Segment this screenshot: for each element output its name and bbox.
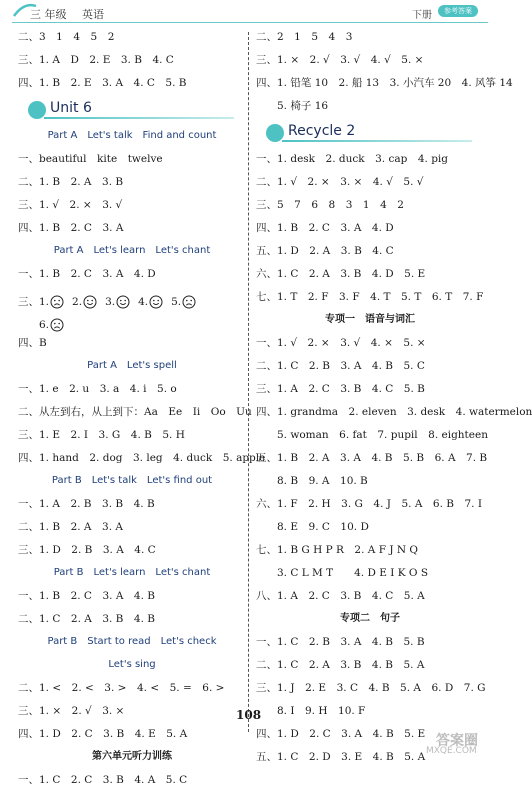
answer-line: 三、1. √ 2. × 3. √	[18, 199, 123, 211]
face-number: 5.	[171, 295, 182, 308]
unit-heading	[256, 122, 484, 152]
section-heading: 第六单元听力训练	[92, 751, 172, 762]
answer-line: 一、1. C 2. B 3. A 4. B 5. B	[256, 636, 425, 648]
answer-line: 一、1. e 2. u 3. a 4. i 5. o	[18, 383, 177, 395]
section-subheading: Part A Let's spell	[87, 360, 177, 371]
face-number: 6.	[39, 318, 50, 331]
answer-line: 六、1. C 2. A 3. B 4. D 5. E	[256, 268, 426, 280]
face-number: 2.	[72, 295, 83, 308]
answer-line: 三、1. J 2. E 3. C 4. B 5. A 6. D 7. G	[256, 682, 486, 694]
answer-line: 四、1. grandma 2. eleven 3. desk 4. watermelon	[256, 406, 532, 418]
answer-prefix	[18, 318, 39, 332]
answer-line: 五、1. B 2. A 3. A 4. B 5. B 6. A 7. B	[256, 452, 488, 464]
answer-line: 8. B 9. A 10. B	[256, 475, 368, 487]
answer-line: 三、1. D 2. B 3. A 4. C	[18, 544, 156, 556]
answer-line: 一、1. B 2. C 3. A 4. B	[18, 590, 155, 602]
answer-line: 三、1. A 2. C 3. B 4. C 5. B	[256, 383, 425, 395]
answer-line: 四、1. D 2. C 3. A 4. B 5. E	[256, 728, 426, 740]
right-column	[256, 30, 532, 773]
answer-line: 三、1. × 2. √ 3. ×	[18, 705, 125, 717]
answer-line: 七、1. B G H P R 2. A F J N Q	[256, 544, 419, 556]
answer-line: 一、1. B 2. C 3. A 4. D	[18, 268, 156, 280]
answer-line: 四、1. hand 2. dog 3. leg 4. duck 5. apple	[18, 452, 266, 464]
page-header	[0, 0, 500, 30]
answer-line: 五、1. D 2. A 3. B 4. C	[256, 245, 394, 257]
heading-dot-icon	[266, 124, 284, 142]
answer-line: 一、1. C 2. C 3. B 4. A 5. C	[18, 774, 188, 786]
unit-title: Recycle 2	[288, 123, 356, 139]
sad-face-icon	[182, 295, 196, 309]
answer-line: 8. E 9. C 10. D	[256, 521, 369, 533]
answer-line: 二、从左到右，从上到下：Aa Ee Ii Oo Uu	[18, 406, 252, 418]
answer-line: 一、beautiful kite twelve	[18, 153, 163, 165]
answer-prefix: 三、	[18, 295, 39, 308]
heading-bar	[44, 117, 234, 119]
happy-face-icon	[83, 295, 97, 309]
answer-line: 二、1. B 2. A 3. B	[18, 176, 124, 188]
answer-line: 二、2 1 5 4 3	[256, 31, 353, 43]
column-divider	[248, 32, 249, 732]
face-number: 1.	[39, 295, 50, 308]
happy-face-icon	[116, 295, 130, 309]
heading-dot-icon	[28, 101, 46, 119]
answer-line-faces	[18, 313, 246, 336]
watermark-logo	[426, 730, 496, 758]
header-rule	[12, 22, 488, 23]
page-number: 108	[236, 708, 262, 722]
answer-line: 四、1. B 2. E 3. A 4. C 5. B	[18, 77, 187, 89]
answer-line: 三、1. E 2. I 3. G 4. B 5. H	[18, 429, 185, 441]
heading-bar	[282, 140, 472, 142]
answer-line: 8. I 9. H 10. F	[256, 705, 366, 717]
watermark-line2: MXQE.COM	[426, 746, 477, 756]
answer-line: 一、1. desk 2. duck 3. cap 4. pig	[256, 153, 448, 165]
answer-line: 二、1. C 2. A 3. B 4. B	[18, 613, 155, 625]
answer-line: 3. C L M T 4. D E I K O S	[256, 567, 429, 579]
answer-line: 八、1. A 2. C 3. B 4. C 5. A	[256, 590, 425, 602]
answer-line: 二、1. √ 2. × 3. × 4. √ 5. √	[256, 176, 424, 188]
face-number: 3.	[105, 295, 116, 308]
section-heading: 专项二 句子	[340, 613, 400, 624]
answer-line: 四、1. 铅笔 10 2. 船 13 3. 小汽车 20 4. 风筝 14	[256, 77, 513, 89]
answer-line: 四、1. B 2. C 3. A 4. D	[256, 222, 394, 234]
section-heading: 专项一 语音与词汇	[325, 314, 415, 325]
answer-line: 三、1. × 2. √ 3. √ 4. √ 5. ×	[256, 54, 424, 66]
section-subheading: Part A Let's talk Find and count	[47, 130, 217, 141]
grade-label: 三 年级	[30, 8, 67, 21]
answer-line: 三、5 7 6 8 3 1 4 2	[256, 199, 404, 211]
term-label: 下册	[412, 10, 432, 21]
answer-line: 六、1. F 2. H 3. G 4. J 5. A 6. B 7. I	[256, 498, 482, 510]
section-subheading: Part B Let's talk Let's find out	[51, 475, 213, 486]
answer-line: 二、3 1 4 5 2	[18, 31, 115, 43]
sad-face-icon	[50, 318, 64, 332]
section-subheading: Part B Let's learn Let's chant	[53, 567, 211, 578]
happy-face-icon	[149, 295, 163, 309]
section-subheading: Part A Let's learn Let's chant	[53, 245, 211, 256]
face-number: 4.	[138, 295, 149, 308]
section-subheading: Part B Start to read Let's check	[47, 636, 217, 647]
answer-line: 四、B	[18, 337, 47, 349]
answer-line: 五、1. C 2. D 3. E 4. B 5. A	[256, 751, 426, 763]
section-subheading: Let's sing	[108, 659, 156, 670]
answer-line: 七、1. T 2. F 3. F 4. T 5. T 6. T 7. F	[256, 291, 484, 303]
sad-face-icon	[50, 295, 64, 309]
unit-heading	[18, 99, 246, 129]
answer-line: 四、1. D 2. C 3. B 4. E 5. A	[18, 728, 188, 740]
answer-line: 二、1. B 2. A 3. A	[18, 521, 123, 533]
answer-line: 一、1. A 2. B 3. B 4. B	[18, 498, 155, 510]
answer-key-tag: 参考答案	[438, 5, 478, 17]
answer-line-faces	[18, 290, 246, 313]
answer-line: 四、1. B 2. C 3. A	[18, 222, 124, 234]
answer-line: 二、1. C 2. B 3. A 4. B 5. C	[256, 360, 425, 372]
answer-line: 二、1. C 2. A 3. B 4. B 5. A	[256, 659, 425, 671]
unit-title: Unit 6	[50, 100, 92, 116]
answer-line: 一、1. √ 2. × 3. √ 4. × 5. ×	[256, 337, 426, 349]
answer-line: 5. 椅子 16	[256, 100, 329, 112]
watermark-line1: 答案圈	[436, 733, 478, 749]
subject-label: 英语	[82, 8, 104, 21]
answer-line: 5. woman 6. fat 7. pupil 8. eighteen	[256, 429, 488, 441]
answer-line: 二、1. < 2. < 3. > 4. < 5. = 6. >	[18, 682, 225, 694]
answer-line: 三、1. A D 2. E 3. B 4. C	[18, 54, 174, 66]
